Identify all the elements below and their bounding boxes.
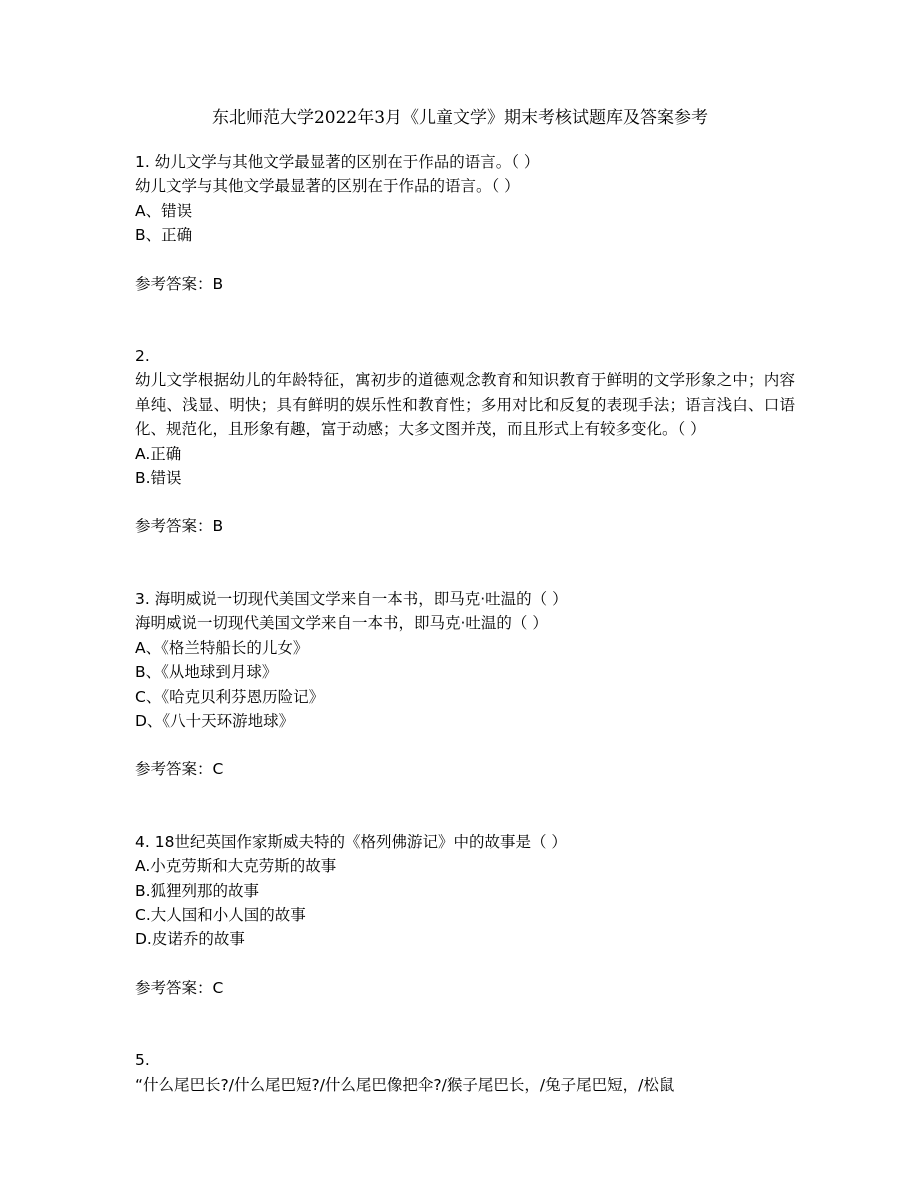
option-c: C.大人国和小人国的故事 bbox=[135, 905, 306, 924]
question-5 bbox=[135, 1048, 795, 1097]
question-heading: 1. 幼儿文学与其他文学最显著的区别在于作品的语言。（ ） bbox=[135, 153, 540, 171]
question-1 bbox=[135, 150, 795, 296]
answer-key: 参考答案：C bbox=[135, 760, 224, 779]
question-heading: 2. bbox=[135, 347, 150, 366]
option-a: A、错误 bbox=[135, 201, 193, 220]
question-heading: 4. 18世纪英国作家斯威夫特的《格列佛游记》中的故事是（ ） bbox=[135, 832, 567, 851]
question-heading: 5. bbox=[135, 1051, 150, 1070]
answer-key: 参考答案：C bbox=[135, 978, 224, 997]
option-a: A.正确 bbox=[135, 444, 182, 463]
option-a: A.小克劳斯和大克劳斯的故事 bbox=[135, 857, 337, 876]
option-d: D.皮诺乔的故事 bbox=[135, 930, 245, 949]
question-stem: 幼儿文学与其他文学最显著的区别在于作品的语言。（ ） bbox=[135, 177, 520, 196]
questions-list bbox=[135, 150, 795, 1097]
option-b: B.狐狸列那的故事 bbox=[135, 881, 260, 900]
question-stem: 海明威说一切现代美国文学来自一本书，即马克·吐温的（ ） bbox=[135, 614, 548, 633]
option-c: C、《哈克贝利芬恩历险记》 bbox=[135, 687, 325, 706]
question-heading: 3. 海明威说一切现代美国文学来自一本书，即马克·吐温的（ ） bbox=[135, 589, 568, 608]
option-b: B、《从地球到月球》 bbox=[135, 663, 278, 682]
document-title: 东北师范大学2022年3月《儿童文学》期末考核试题库及答案参考 bbox=[211, 108, 709, 128]
question-stem: “什么尾巴长?/什么尾巴短?/什么尾巴像把伞?/猴子尾巴长，/兔子尾巴短，/松鼠 bbox=[135, 1075, 675, 1094]
option-a: A、《格兰特船长的儿女》 bbox=[135, 638, 309, 657]
answer-key: 参考答案：B bbox=[135, 274, 224, 293]
option-b: B.错误 bbox=[135, 469, 182, 488]
question-4 bbox=[135, 830, 795, 1000]
option-d: D、《八十天环游地球》 bbox=[135, 711, 295, 730]
question-stem: 幼儿文学根据幼儿的年龄特征，寓初步的道德观念教育和知识教育于鲜明的文学形象之中；内容单纯、浅显、明快；具有鲜明的娱乐性和教育性；多用对比和反复的表现手法；语言浅白、口语化、规范化，且形象有趣，富于动感；大多文图并茂，而且形式上有较多变化。（ ） bbox=[135, 371, 795, 439]
answer-key: 参考答案：B bbox=[135, 517, 224, 536]
question-3 bbox=[135, 587, 795, 782]
question-2 bbox=[135, 344, 795, 539]
option-b: B、正确 bbox=[135, 226, 193, 245]
